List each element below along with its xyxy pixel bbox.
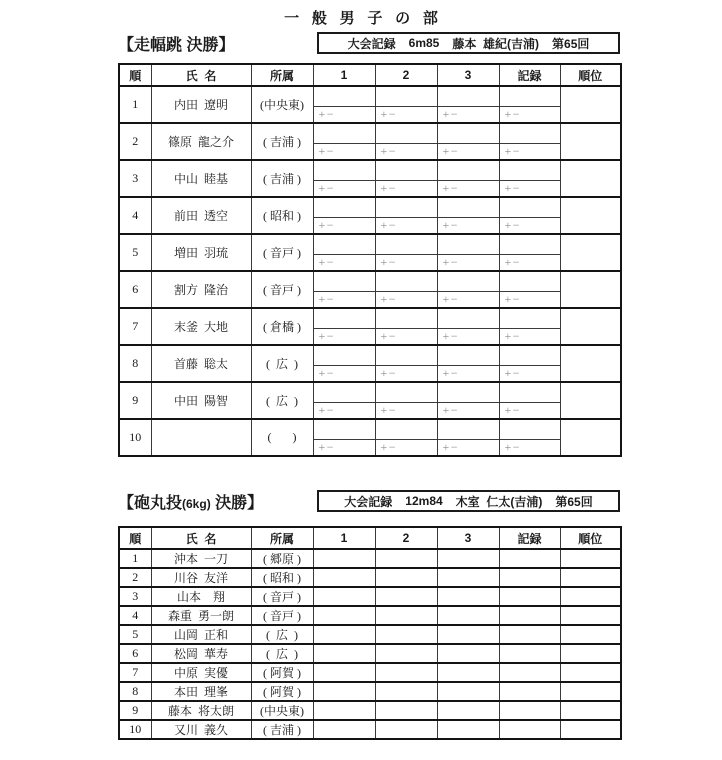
rank-cell (560, 160, 621, 197)
attempt-1-mark-cell (313, 606, 375, 625)
athlete-row (119, 549, 621, 568)
attempt-1-mark-cell (313, 234, 375, 255)
athlete-row (119, 345, 621, 366)
attempt-2-mark-cell (375, 644, 437, 663)
athlete-club: ( 音戸 ) (251, 271, 313, 308)
best-record-cell (499, 160, 560, 181)
attempt-2-mark-cell (375, 382, 437, 403)
athlete-name: 篠原 龍之介 (151, 123, 251, 160)
attempt-1-mark-cell (313, 271, 375, 292)
best-record-cell (499, 419, 560, 440)
best-record-cell (499, 663, 560, 682)
athlete-name: 内田 遼明 (151, 86, 251, 123)
attempt-3-mark-cell (437, 682, 499, 701)
best-record-cell (499, 382, 560, 403)
col-header-name: 氏 名 (151, 64, 251, 86)
attempt-1-wind-cell: +− (313, 329, 375, 346)
athlete-name: 藤本 将太朗 (151, 701, 251, 720)
col-header-club: 所属 (251, 527, 313, 549)
rank-cell (560, 345, 621, 382)
entry-order: 9 (119, 701, 151, 720)
col-header-attempt-2: 2 (375, 64, 437, 86)
attempt-3-mark-cell (437, 419, 499, 440)
attempt-1-wind-cell: +− (313, 440, 375, 457)
meet-record-box-longjump (317, 32, 620, 54)
event-name-part: 【走幅跳 (118, 36, 183, 54)
attempt-2-mark-cell (375, 663, 437, 682)
col-header-record: 記録 (499, 64, 560, 86)
athlete-row (119, 160, 621, 181)
athlete-name: 前田 透空 (151, 197, 251, 234)
attempt-2-wind-cell: +− (375, 181, 437, 198)
col-header-attempt-1: 1 (313, 527, 375, 549)
athlete-club: ( 音戸 ) (251, 606, 313, 625)
attempt-2-mark-cell (375, 625, 437, 644)
athlete-row (119, 625, 621, 644)
entry-order: 4 (119, 606, 151, 625)
attempt-3-mark-cell (437, 197, 499, 218)
attempt-2-wind-cell: +− (375, 107, 437, 124)
attempt-2-wind-cell: +− (375, 292, 437, 309)
col-header-order: 順 (119, 527, 151, 549)
attempt-2-mark-cell (375, 160, 437, 181)
shotput-results-table (118, 526, 622, 740)
athlete-club: ( 吉浦 ) (251, 720, 313, 739)
attempt-1-wind-cell: +− (313, 181, 375, 198)
page-title: 一般男子の部 (284, 10, 451, 27)
best-record-cell (499, 549, 560, 568)
best-record-cell (499, 271, 560, 292)
athlete-name: 増田 羽琉 (151, 234, 251, 271)
event-round-part: 決勝】 (210, 494, 264, 512)
athlete-club: ( 吉浦 ) (251, 160, 313, 197)
rank-cell (560, 382, 621, 419)
best-record-cell (499, 568, 560, 587)
record-wind-cell: +− (499, 181, 560, 198)
meet-record-box-shotput (317, 490, 620, 512)
athlete-name: 中原 実優 (151, 663, 251, 682)
attempt-3-mark-cell (437, 345, 499, 366)
athlete-row (119, 663, 621, 682)
best-record-cell (499, 587, 560, 606)
event-round-part: 決勝】 (182, 36, 235, 54)
attempt-2-wind-cell: +− (375, 440, 437, 457)
attempt-3-mark-cell (437, 160, 499, 181)
entry-order: 1 (119, 549, 151, 568)
attempt-3-mark-cell (437, 587, 499, 606)
rank-cell (560, 86, 621, 123)
attempt-3-mark-cell (437, 123, 499, 144)
attempt-1-mark-cell (313, 568, 375, 587)
record-wind-cell: +− (499, 144, 560, 161)
rank-cell (560, 197, 621, 234)
best-record-cell (499, 625, 560, 644)
attempt-3-wind-cell: +− (437, 218, 499, 235)
athlete-name: 沖本 一刀 (151, 549, 251, 568)
attempt-3-mark-cell (437, 701, 499, 720)
record-wind-cell: +− (499, 403, 560, 420)
attempt-2-wind-cell: +− (375, 403, 437, 420)
entry-order: 10 (119, 720, 151, 739)
athlete-club: (中央東) (251, 86, 313, 123)
best-record-cell (499, 345, 560, 366)
attempt-2-mark-cell (375, 606, 437, 625)
record-label: 大会記録 (347, 36, 396, 51)
entry-order: 3 (119, 160, 151, 197)
attempt-2-mark-cell (375, 720, 437, 739)
athlete-club: ( 吉浦 ) (251, 123, 313, 160)
athlete-club: ( 阿賀 ) (251, 682, 313, 701)
attempt-1-mark-cell (313, 625, 375, 644)
best-record-cell (499, 644, 560, 663)
athlete-club: ( 広 ) (251, 625, 313, 644)
rank-cell (560, 549, 621, 568)
rank-cell (560, 308, 621, 345)
rank-cell (560, 720, 621, 739)
col-header-name: 氏 名 (151, 527, 251, 549)
athlete-row (119, 234, 621, 255)
attempt-1-mark-cell (313, 644, 375, 663)
attempt-3-wind-cell: +− (437, 403, 499, 420)
athlete-club: ( 音戸 ) (251, 587, 313, 606)
rank-cell (560, 568, 621, 587)
rank-cell (560, 234, 621, 271)
attempt-3-wind-cell: +− (437, 329, 499, 346)
athlete-row (119, 123, 621, 144)
col-header-order: 順 (119, 64, 151, 86)
attempt-1-mark-cell (313, 86, 375, 107)
best-record-cell (499, 308, 560, 329)
attempt-1-mark-cell (313, 549, 375, 568)
event-name-part: 【砲丸投 (118, 494, 183, 512)
record-wind-cell: +− (499, 440, 560, 457)
attempt-1-mark-cell (313, 160, 375, 181)
attempt-2-mark-cell (375, 345, 437, 366)
col-header-attempt-1: 1 (313, 64, 375, 86)
attempt-1-mark-cell (313, 682, 375, 701)
attempt-3-mark-cell (437, 308, 499, 329)
athlete-club: (中央東) (251, 701, 313, 720)
col-header-rank: 順位 (560, 64, 621, 86)
attempt-2-wind-cell: +− (375, 218, 437, 235)
athlete-club: ( 昭和 ) (251, 197, 313, 234)
entry-order: 1 (119, 86, 151, 123)
athlete-club: ( 広 ) (251, 644, 313, 663)
athlete-name: 本田 理峯 (151, 682, 251, 701)
attempt-3-mark-cell (437, 644, 499, 663)
attempt-3-mark-cell (437, 271, 499, 292)
attempt-3-mark-cell (437, 549, 499, 568)
best-record-cell (499, 701, 560, 720)
athlete-name: 首藤 聡太 (151, 345, 251, 382)
col-header-attempt-3: 3 (437, 64, 499, 86)
entry-order: 2 (119, 568, 151, 587)
entry-order: 8 (119, 345, 151, 382)
attempt-2-mark-cell (375, 549, 437, 568)
best-record-cell (499, 197, 560, 218)
col-header-rank: 順位 (560, 527, 621, 549)
record-meet-number: 第65回 (555, 494, 593, 509)
best-record-cell (499, 606, 560, 625)
rank-cell (560, 606, 621, 625)
attempt-2-mark-cell (375, 587, 437, 606)
attempt-2-wind-cell: +− (375, 366, 437, 383)
athlete-club: ( ) (251, 419, 313, 456)
entry-order: 3 (119, 587, 151, 606)
athlete-club: ( 広 ) (251, 382, 313, 419)
attempt-1-mark-cell (313, 701, 375, 720)
attempt-1-mark-cell (313, 419, 375, 440)
attempt-2-mark-cell (375, 123, 437, 144)
athlete-row (119, 271, 621, 292)
event-weight-note: (6kg) (182, 496, 211, 511)
athlete-row (119, 197, 621, 218)
athlete-name: 割方 隆治 (151, 271, 251, 308)
attempt-3-wind-cell: +− (437, 440, 499, 457)
attempt-2-wind-cell: +− (375, 329, 437, 346)
best-record-cell (499, 234, 560, 255)
athlete-row (119, 308, 621, 329)
rank-cell (560, 419, 621, 456)
attempt-3-mark-cell (437, 720, 499, 739)
record-holder: 藤本 雄紀(吉浦) (452, 36, 540, 51)
attempt-1-wind-cell: +− (313, 218, 375, 235)
rank-cell (560, 644, 621, 663)
best-record-cell (499, 123, 560, 144)
athlete-club: ( 倉橋 ) (251, 308, 313, 345)
best-record-cell (499, 682, 560, 701)
table-header-row (119, 64, 621, 86)
attempt-1-mark-cell (313, 197, 375, 218)
athlete-name: 中山 睦基 (151, 160, 251, 197)
record-wind-cell: +− (499, 292, 560, 309)
athlete-name: 山本 翔 (151, 587, 251, 606)
entry-order: 8 (119, 682, 151, 701)
attempt-3-mark-cell (437, 663, 499, 682)
attempt-1-mark-cell (313, 123, 375, 144)
attempt-3-wind-cell: +− (437, 292, 499, 309)
attempt-2-wind-cell: +− (375, 255, 437, 272)
col-header-record: 記録 (499, 527, 560, 549)
athlete-row (119, 682, 621, 701)
athlete-club: ( 昭和 ) (251, 568, 313, 587)
attempt-1-mark-cell (313, 345, 375, 366)
rank-cell (560, 663, 621, 682)
attempt-3-wind-cell: +− (437, 366, 499, 383)
record-label: 大会記録 (344, 494, 393, 509)
attempt-2-mark-cell (375, 419, 437, 440)
entry-order: 2 (119, 123, 151, 160)
athlete-name: 中田 陽智 (151, 382, 251, 419)
athlete-name: 川谷 友洋 (151, 568, 251, 587)
attempt-3-wind-cell: +− (437, 181, 499, 198)
attempt-2-mark-cell (375, 701, 437, 720)
best-record-cell (499, 86, 560, 107)
athlete-club: ( 郷原 ) (251, 549, 313, 568)
athlete-row (119, 606, 621, 625)
attempt-2-mark-cell (375, 308, 437, 329)
table-header-row (119, 527, 621, 549)
attempt-3-mark-cell (437, 568, 499, 587)
athlete-row (119, 568, 621, 587)
rank-cell (560, 682, 621, 701)
attempt-3-mark-cell (437, 382, 499, 403)
longjump-results-table (118, 63, 622, 457)
athlete-row (119, 720, 621, 739)
athlete-row (119, 587, 621, 606)
athlete-row (119, 86, 621, 107)
athlete-name: 又川 義久 (151, 720, 251, 739)
record-mark: 6m85 (408, 36, 440, 50)
section-longjump-header (118, 31, 620, 55)
attempt-1-wind-cell: +− (313, 107, 375, 124)
athlete-name (151, 419, 251, 456)
athlete-club: ( 音戸 ) (251, 234, 313, 271)
col-header-attempt-3: 3 (437, 527, 499, 549)
record-mark: 12m84 (405, 494, 443, 508)
entry-order: 7 (119, 308, 151, 345)
athlete-club: ( 広 ) (251, 345, 313, 382)
attempt-3-wind-cell: +− (437, 255, 499, 272)
attempt-3-mark-cell (437, 234, 499, 255)
entry-order: 7 (119, 663, 151, 682)
attempt-1-mark-cell (313, 308, 375, 329)
attempt-1-mark-cell (313, 587, 375, 606)
attempt-3-mark-cell (437, 606, 499, 625)
attempt-1-mark-cell (313, 382, 375, 403)
athlete-row (119, 644, 621, 663)
record-meet-number: 第65回 (552, 36, 590, 51)
entry-order: 6 (119, 644, 151, 663)
rank-cell (560, 271, 621, 308)
athlete-name: 末釜 大地 (151, 308, 251, 345)
attempt-2-mark-cell (375, 682, 437, 701)
entry-order: 9 (119, 382, 151, 419)
athlete-row (119, 701, 621, 720)
attempt-1-wind-cell: +− (313, 255, 375, 272)
athlete-row (119, 419, 621, 440)
attempt-1-wind-cell: +− (313, 292, 375, 309)
record-wind-cell: +− (499, 366, 560, 383)
entry-order: 6 (119, 271, 151, 308)
rank-cell (560, 701, 621, 720)
attempt-3-mark-cell (437, 86, 499, 107)
attempt-2-mark-cell (375, 234, 437, 255)
athlete-name: 山岡 正和 (151, 625, 251, 644)
attempt-2-mark-cell (375, 86, 437, 107)
attempt-3-wind-cell: +− (437, 107, 499, 124)
entry-order: 4 (119, 197, 151, 234)
rank-cell (560, 123, 621, 160)
col-header-attempt-2: 2 (375, 527, 437, 549)
section-shotput-title (118, 490, 263, 513)
record-wind-cell: +− (499, 255, 560, 272)
rank-cell (560, 625, 621, 644)
record-wind-cell: +− (499, 107, 560, 124)
attempt-2-mark-cell (375, 271, 437, 292)
attempt-1-wind-cell: +− (313, 144, 375, 161)
attempt-1-wind-cell: +− (313, 366, 375, 383)
attempt-2-mark-cell (375, 197, 437, 218)
attempt-3-mark-cell (437, 625, 499, 644)
col-header-club: 所属 (251, 64, 313, 86)
entry-order: 10 (119, 419, 151, 456)
record-wind-cell: +− (499, 329, 560, 346)
attempt-1-mark-cell (313, 663, 375, 682)
athlete-name: 松岡 華寿 (151, 644, 251, 663)
section-longjump-title (118, 32, 234, 55)
attempt-1-mark-cell (313, 720, 375, 739)
attempt-1-wind-cell: +− (313, 403, 375, 420)
record-wind-cell: +− (499, 218, 560, 235)
entry-order: 5 (119, 234, 151, 271)
record-holder: 木室 仁太(吉浦) (455, 494, 543, 509)
rank-cell (560, 587, 621, 606)
attempt-2-wind-cell: +− (375, 144, 437, 161)
attempt-3-wind-cell: +− (437, 144, 499, 161)
athlete-club: ( 阿賀 ) (251, 663, 313, 682)
athlete-row (119, 382, 621, 403)
attempt-2-mark-cell (375, 568, 437, 587)
entry-order: 5 (119, 625, 151, 644)
best-record-cell (499, 720, 560, 739)
athlete-name: 森重 勇一朗 (151, 606, 251, 625)
section-shotput-header (118, 489, 620, 513)
